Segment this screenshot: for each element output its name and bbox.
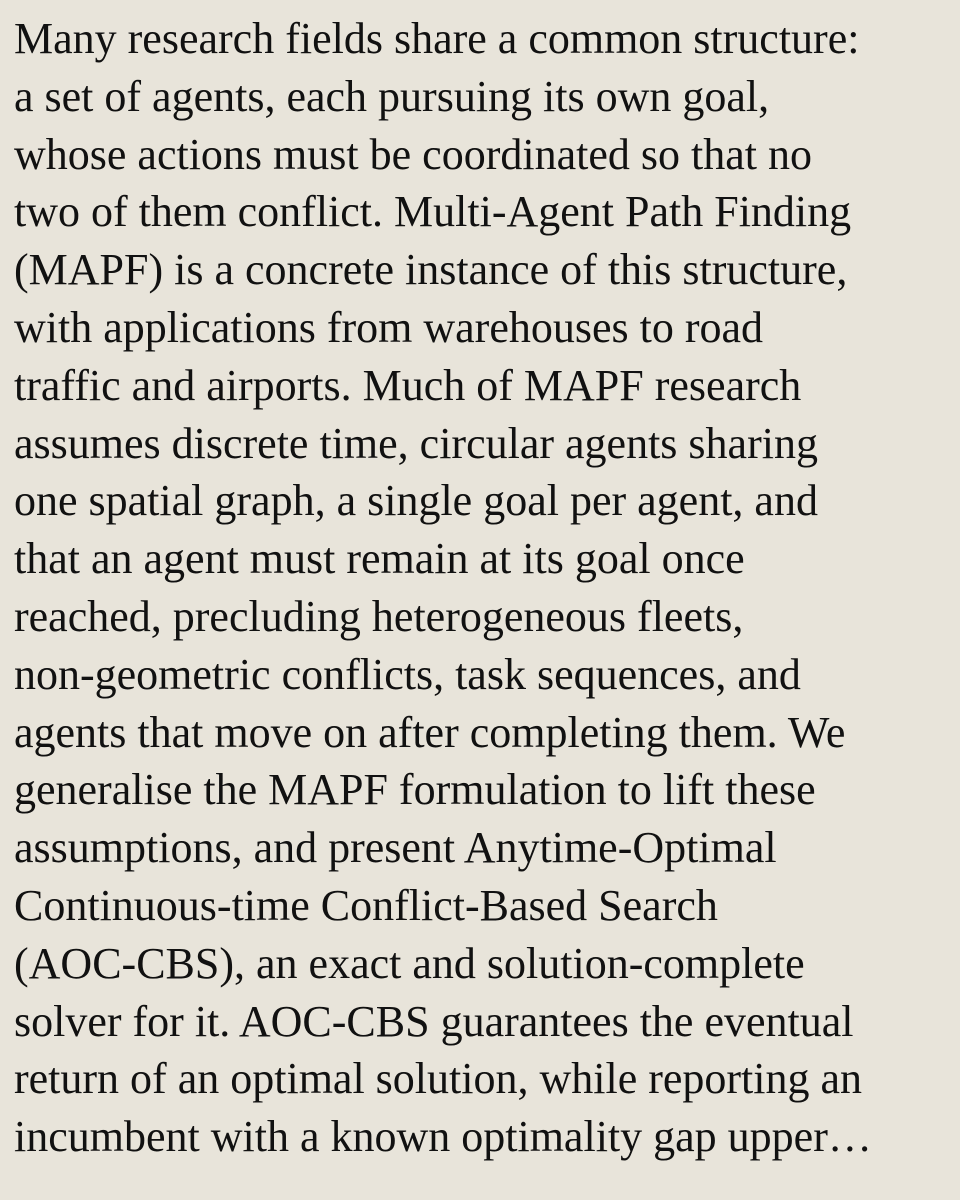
- text-line: agents that move on after completing them. We: [14, 707, 846, 757]
- text-line: two of them conflict. Multi-Agent Path Finding: [14, 187, 852, 237]
- text-line: (AOC-CBS), an exact and solution-complete: [14, 938, 805, 988]
- text-line: reached, precluding heterogeneous fleets,: [14, 591, 744, 641]
- abstract-paragraph: [14, 10, 946, 1166]
- text-line: return of an optimal solution, while reporting an: [14, 1054, 863, 1104]
- text-line: Many research fields share a common structure:: [14, 14, 860, 63]
- text-line: non-geometric conflicts, task sequences, and: [14, 649, 801, 699]
- text-line: traffic and airports. Much of MAPF research: [14, 360, 802, 410]
- text-line: (MAPF) is a concrete instance of this structure,: [14, 245, 848, 295]
- text-line: assumes discrete time, circular agents sharing: [14, 418, 818, 468]
- text-line: generalise the MAPF formulation to lift these: [14, 765, 816, 815]
- text-line: assumptions, and present Anytime-Optimal: [14, 823, 777, 873]
- text-line: with applications from warehouses to road: [14, 302, 764, 352]
- text-line: one spatial graph, a single goal per agent, and: [14, 476, 818, 526]
- text-line: that an agent must remain at its goal once: [14, 534, 745, 584]
- text-line: Continuous-time Conflict-Based Search: [14, 880, 718, 930]
- text-line: a set of agents, each pursuing its own goal,: [14, 71, 770, 121]
- text-line: incumbent with a known optimality gap upper…: [14, 1112, 872, 1162]
- text-line: solver for it. AOC-CBS guarantees the eventual: [14, 996, 854, 1046]
- text-line: whose actions must be coordinated so that no: [14, 129, 812, 179]
